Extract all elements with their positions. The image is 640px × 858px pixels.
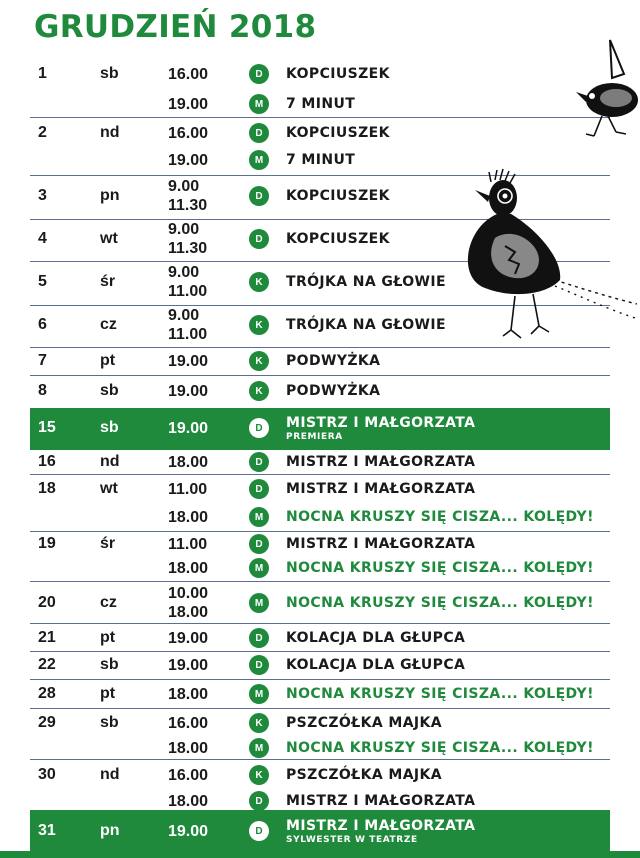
show-title [286,454,475,470]
stage-badge: M [249,150,269,170]
time-second: 18.00 [168,604,209,621]
show-time: 19.00 [168,629,209,647]
schedule-row [30,532,610,582]
show-title [286,818,475,845]
stage-badge: D [249,628,269,648]
show-title [286,317,446,333]
show-name: NOCNA KRUSZY SIĘ CISZA... KOLĘDY! [286,686,594,702]
show-time: 16.00 [168,766,209,784]
page-title: GRUDZIEŃ 2018 [34,9,317,45]
day-number: 30 [38,766,56,783]
show-title [286,595,594,611]
schedule-entry [30,377,610,405]
day-number: 16 [38,453,56,470]
show-time: 11.00 [168,535,208,553]
schedule-entry [30,119,610,147]
day-number: 18 [38,480,56,497]
show-note: PREMIERA [286,431,343,442]
day-number: 19 [38,535,56,552]
time-start: 10.00 [168,585,209,602]
schedule-entry [30,475,610,503]
show-time: 18.00 [168,739,209,757]
stage-badge: D [249,534,269,554]
stage-badge: M [249,684,269,704]
schedule-row [30,61,610,118]
time-start: 9.00 [168,221,200,238]
schedule-row [30,376,610,408]
show-name: KOPCIUSZEK [286,66,390,82]
show-title [286,96,355,112]
time-second: 11.00 [168,283,208,300]
day-number: 3 [38,187,47,204]
show-title [286,231,390,247]
flying-bird-illustration [572,32,640,142]
show-title [286,353,380,369]
day-number: 31 [38,822,56,839]
weekday: pt [100,629,116,646]
stage-badge: D [249,452,269,472]
weekday: pt [100,685,116,702]
show-time: 18.00 [168,792,209,810]
show-title [286,481,475,497]
day-number: 29 [38,714,56,731]
show-time: 19.00 [168,656,209,674]
stage-badge: M [249,738,269,758]
show-title [286,188,390,204]
show-title [286,152,355,168]
weekday: pt [100,352,116,369]
schedule-entry [30,90,610,118]
weekday: śr [100,535,116,552]
stage-badge: K [249,315,269,335]
show-name: NOCNA KRUSZY SIĘ CISZA... KOLĘDY! [286,595,594,611]
stage-badge: D [249,655,269,675]
show-time: 18.00 [168,453,209,471]
show-name: MISTRZ I MAŁGORZATA [286,793,476,809]
time-second: 11.00 [168,326,208,343]
show-name: PODWYŻKA [286,383,381,399]
show-title [286,66,390,82]
show-name: 7 MINUT [286,96,356,112]
show-title [286,793,475,809]
footer-band [0,851,640,858]
weekday: sb [100,382,119,399]
show-title [286,415,475,442]
show-name: KOPCIUSZEK [286,188,390,204]
show-time: 16.00 [168,714,209,732]
schedule-row [30,582,610,624]
weekday: śr [100,273,116,290]
show-name: KOLACJA DLA GŁUPCA [286,630,466,646]
day-number: 28 [38,685,56,702]
show-time: 16.00 [168,65,209,83]
schedule-row [30,624,610,652]
show-time [168,177,207,215]
show-name: MISTRZ I MAŁGORZATA [286,481,476,497]
time-start: 9.00 [168,264,200,281]
show-name: PODWYŻKA [286,353,381,369]
schedule-entry [30,554,610,582]
stage-badge: D [249,418,269,438]
schedule-row [30,760,610,810]
schedule-entry [30,414,610,442]
weekday: cz [100,594,117,611]
schedule-row [30,475,610,532]
schedule-row [30,652,610,680]
schedule-entry [30,585,610,621]
show-name: MISTRZ I MAŁGORZATA [286,817,476,834]
day-number: 4 [38,230,47,247]
show-name: MISTRZ I MAŁGORZATA [286,414,476,431]
schedule-entry [30,651,610,679]
schedule-entry [30,680,610,708]
weekday: pn [100,187,120,204]
show-title [286,536,475,552]
show-title [286,560,594,576]
weekday: nd [100,124,120,141]
show-time: 19.00 [168,352,209,370]
schedule-row [30,408,610,450]
day-number: 15 [38,419,56,436]
show-time [168,263,207,301]
weekday: wt [100,480,118,497]
schedule-row [30,680,610,709]
show-name: NOCNA KRUSZY SIĘ CISZA... KOLĘDY! [286,509,594,525]
time-second: 11.30 [168,197,208,214]
show-time: 18.00 [168,508,209,526]
show-title [286,383,380,399]
schedule-entry [30,347,610,375]
day-number: 22 [38,656,56,673]
show-time: 11.00 [168,480,208,498]
stage-badge: D [249,123,269,143]
show-time: 19.00 [168,822,209,840]
schedule-entry [30,448,610,476]
show-title [286,125,390,141]
weekday: sb [100,419,119,436]
show-name: MISTRZ I MAŁGORZATA [286,454,476,470]
show-title [286,630,465,646]
show-name: PSZCZÓŁKA MAJKA [286,715,443,731]
day-number: 1 [38,65,47,82]
time-second: 11.30 [168,240,208,257]
peacock-bird-illustration [455,168,640,348]
schedule-entry [30,761,610,789]
day-number: 5 [38,273,47,290]
stage-badge: D [249,186,269,206]
show-name: 7 MINUT [286,152,356,168]
show-time: 18.00 [168,559,209,577]
stage-badge: K [249,713,269,733]
show-title [286,274,446,290]
stage-badge: K [249,381,269,401]
schedule-row [30,450,610,475]
show-title [286,686,594,702]
weekday: sb [100,656,119,673]
day-number: 7 [38,352,47,369]
day-number: 8 [38,382,47,399]
weekday: cz [100,316,117,333]
stage-badge: M [249,558,269,578]
weekday: nd [100,766,120,783]
show-time: 18.00 [168,685,209,703]
schedule-entry [30,503,610,531]
show-title [286,509,594,525]
time-start: 9.00 [168,178,200,195]
stage-badge: D [249,229,269,249]
show-time: 19.00 [168,382,209,400]
schedule-entry [30,734,610,762]
show-name: TRÓJKA NA GŁOWIE [286,317,446,333]
stage-badge: D [249,479,269,499]
show-time: 19.00 [168,95,209,113]
show-title [286,715,442,731]
show-name: MISTRZ I MAŁGORZATA [286,536,476,552]
stage-badge: M [249,593,269,613]
stage-badge: K [249,272,269,292]
show-title [286,740,594,756]
show-time: 16.00 [168,124,209,142]
show-name: NOCNA KRUSZY SIĘ CISZA... KOLĘDY! [286,740,594,756]
stage-badge: M [249,507,269,527]
day-number: 2 [38,124,47,141]
schedule-entry [30,817,610,845]
stage-badge: D [249,821,269,841]
show-time [168,220,207,258]
schedule-row [30,348,610,376]
weekday: nd [100,453,120,470]
show-name: PSZCZÓŁKA MAJKA [286,767,443,783]
stage-badge: M [249,94,269,114]
show-name: KOLACJA DLA GŁUPCA [286,657,466,673]
day-number: 21 [38,629,56,646]
time-start: 9.00 [168,307,200,324]
show-time: 19.00 [168,419,209,437]
stage-badge: K [249,351,269,371]
show-note: SYLWESTER W TEATRZE [286,834,418,845]
schedule-entry [30,709,610,737]
weekday: wt [100,230,118,247]
weekday: pn [100,822,120,839]
show-name: TRÓJKA NA GŁOWIE [286,274,446,290]
show-time: 19.00 [168,151,209,169]
schedule-table [30,0,610,858]
stage-badge: D [249,64,269,84]
schedule-entry [30,624,610,652]
show-title [286,767,442,783]
schedule-row [30,810,610,851]
show-time [168,306,207,344]
show-title [286,657,465,673]
stage-badge: D [249,791,269,811]
show-name: NOCNA KRUSZY SIĘ CISZA... KOLĘDY! [286,560,594,576]
weekday: sb [100,714,119,731]
stage-badge: K [249,765,269,785]
schedule-entry [30,60,610,88]
day-number: 20 [38,594,56,611]
day-number: 6 [38,316,47,333]
show-name: KOPCIUSZEK [286,231,390,247]
show-name: KOPCIUSZEK [286,125,390,141]
weekday: sb [100,65,119,82]
show-time [168,584,208,622]
schedule-row [30,709,610,760]
